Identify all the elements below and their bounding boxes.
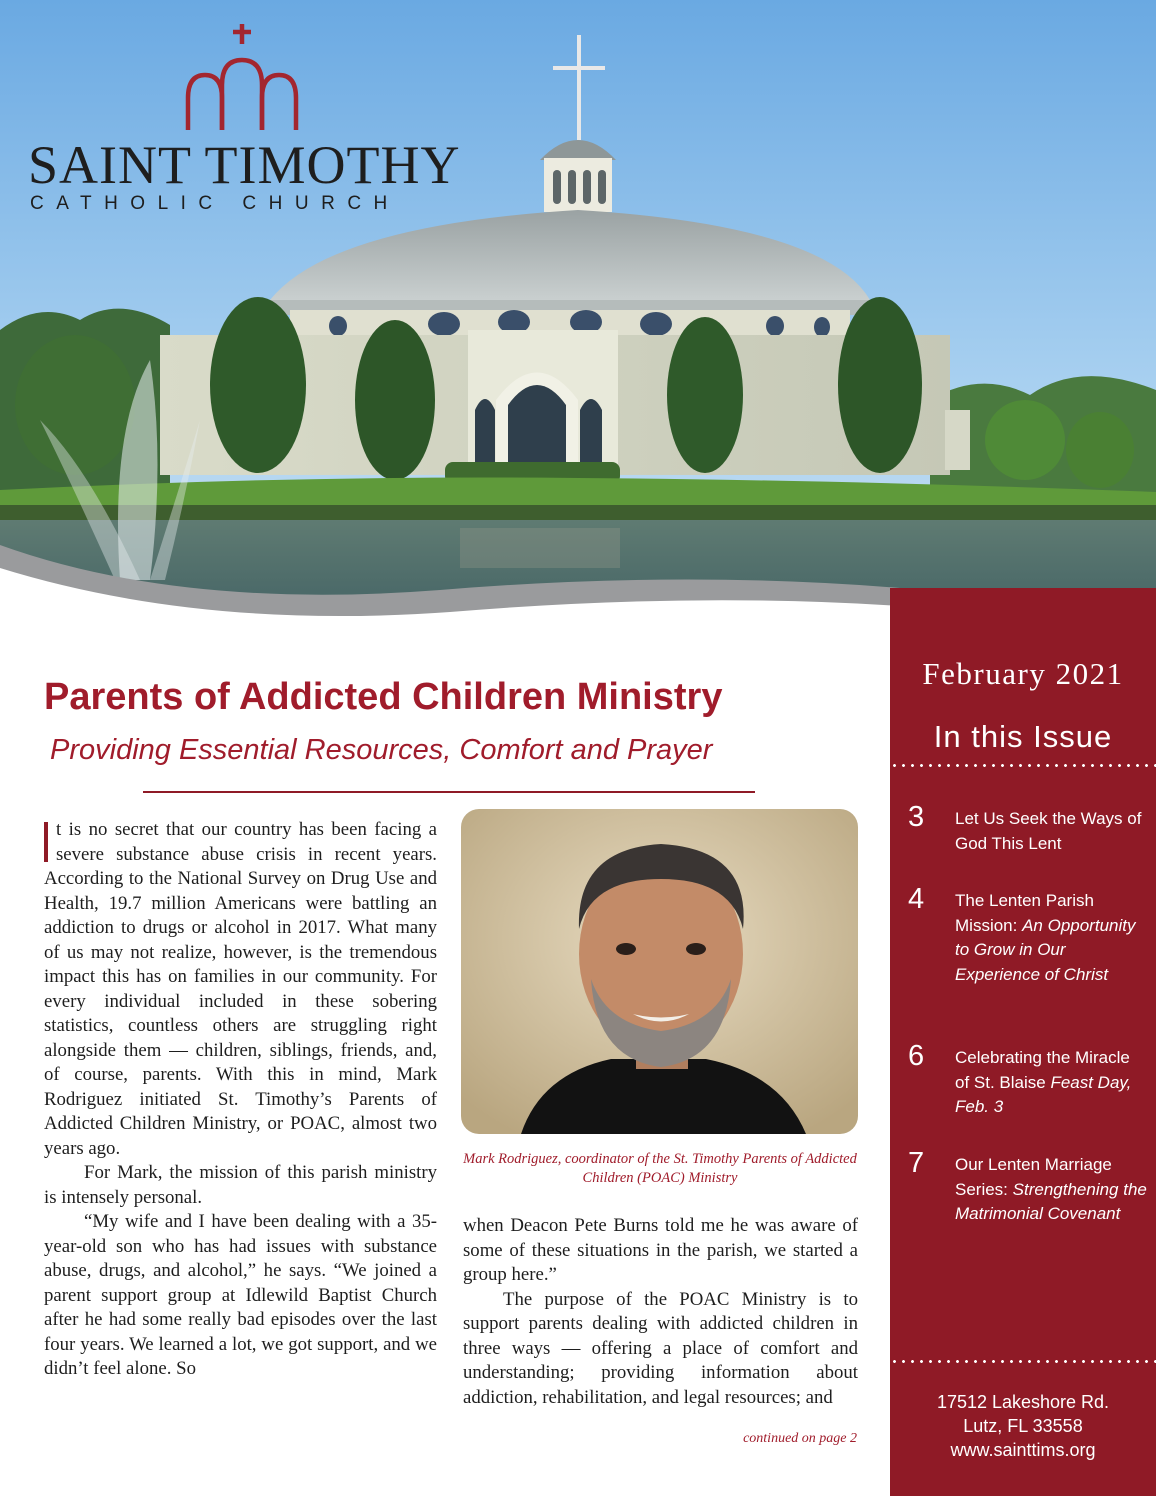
paragraph: For Mark, the mission of this parish ministry is intensely personal. <box>44 1162 437 1208</box>
paragraph: “My wife and I have been dealing with a 35-year-old son who has had issues with substance abuse, drugs, and alcohol,” he says. “We joined a parent support group at Idlewild Baptist Church after he had some really bad episodes over the last four years. We learned a lot, we got support, and we didn’t feel alone. So <box>44 1211 437 1379</box>
article-headline: Parents of Addicted Children Ministry <box>44 676 723 718</box>
church-logo-icon <box>180 20 310 135</box>
toc-page-number: 4 <box>908 883 925 915</box>
article-column-2 <box>463 1214 858 1410</box>
dotted-divider <box>890 1360 1156 1363</box>
article-subheadline: Providing Essential Resources, Comfort and Prayer <box>50 734 713 766</box>
issue-date: February 2021 <box>922 656 1124 691</box>
toc-title: Let Us Seek the Ways of God This Lent <box>955 809 1142 853</box>
article-column-1 <box>44 818 437 1382</box>
logo-name: SAINT TIMOTHY <box>28 135 461 195</box>
person-portrait-icon <box>461 809 858 1134</box>
headline-rule <box>143 791 755 793</box>
paragraph: t is no secret that our country has been facing a severe substance abuse crisis in recent years. According to the National Survey on Drug Use and Health, 19.7 million Americans were battling an addiction to drugs or alcohol in 2017. What many of us may not realize, however, is the tremendous impact this has on families in our community. For every individual included in these sobering statistics, countless others are struggling right alongside them — children, siblings, friends, and, of course, parents. With this in mind, Mark Rodriguez initiated St. Timothy’s Parents of Addicted Children Ministry, or POAC, almost two years ago. <box>44 819 437 1159</box>
toc-title: The Lenten Parish Mission: An Opportunity to Grow in Our Experience of Christ <box>955 891 1136 984</box>
photo-caption: Mark Rodriguez, coordinator of the St. Timothy Parents of Addicted Children (POAC) Ministry <box>463 1151 857 1186</box>
address-line-1: 17512 Lakeshore Rd. <box>936 1392 1110 1412</box>
toc-page-number: 3 <box>908 801 925 833</box>
in-this-issue-heading: In this Issue <box>933 719 1113 754</box>
paragraph: when Deacon Pete Burns told me he was aware of some of these situations in the parish, we started a group here.” <box>463 1215 858 1285</box>
address-line-2: Lutz, FL 33558 <box>963 1416 1083 1436</box>
portrait-photo <box>461 809 858 1134</box>
hero-photo <box>0 0 1156 640</box>
paragraph: The purpose of the POAC Ministry is to support parents dealing with addicted children in three ways — offering a place of comfort and understanding; providing information about addiction, rehabilitation, and legal resources; and <box>463 1288 858 1408</box>
toc-title: Our Lenten Marriage Series: Strengthening the Matrimonial Covenant <box>955 1155 1147 1223</box>
toc-page-number: 7 <box>908 1147 925 1179</box>
website-link[interactable]: www.sainttims.org <box>950 1440 1096 1460</box>
church-photo <box>0 0 1156 640</box>
dotted-divider <box>890 764 1156 767</box>
parish-contact <box>890 1390 1156 1462</box>
toc-page-number: 6 <box>908 1040 925 1072</box>
continued-link[interactable]: continued on page 2 <box>743 1431 857 1446</box>
drop-cap-bar <box>44 822 48 862</box>
logo-subtitle: CATHOLIC CHURCH <box>30 193 400 214</box>
toc-title: Celebrating the Miracle of St. Blaise Feast Day, Feb. 3 <box>955 1048 1132 1116</box>
issue-sidebar <box>890 588 1156 1496</box>
